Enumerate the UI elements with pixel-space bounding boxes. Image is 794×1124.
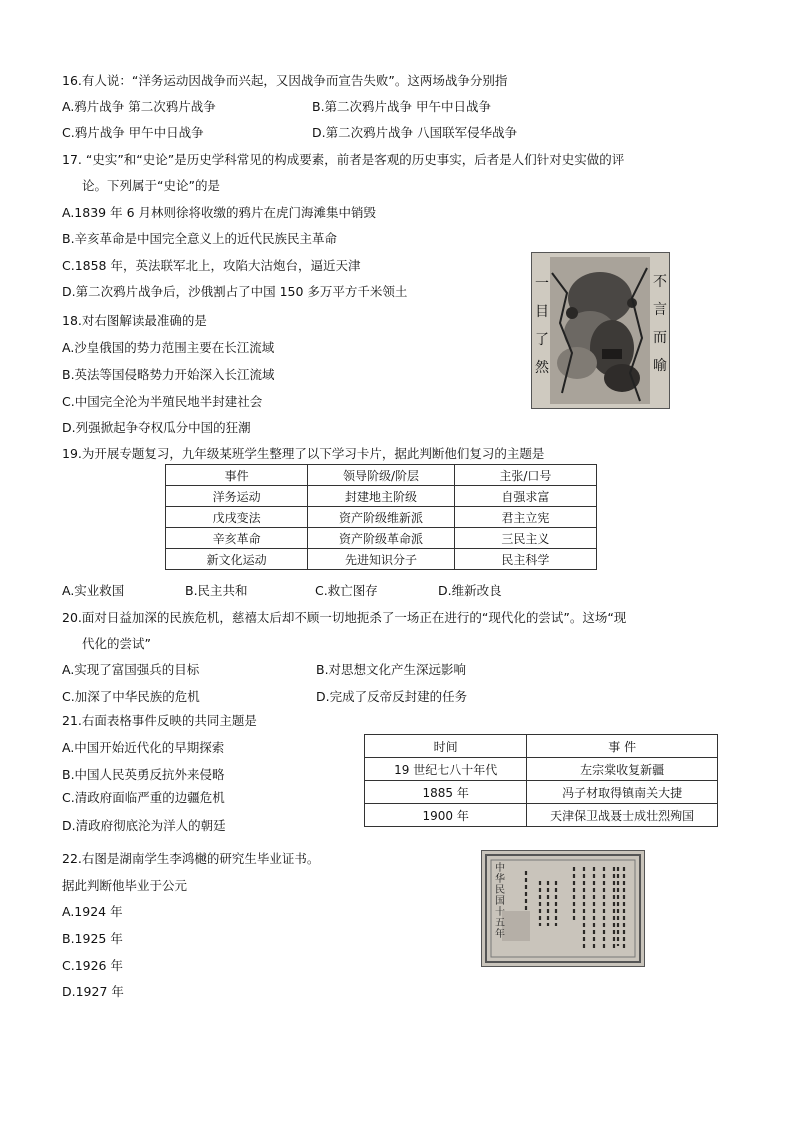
cartoon-caption-left-4: 然 [535, 360, 549, 376]
q19-option-c: C.救亡图存 [315, 583, 378, 598]
table-cell: 新文化运动 [166, 549, 308, 570]
q18-option-a: A.沙皇俄国的势力范围主要在长江流域 [62, 340, 275, 355]
cartoon-caption-left-1: 一 [535, 276, 549, 292]
q17-option-a: A.1839 年 6 月林则徐将收缴的鸦片在虎门海滩集中销毁 [62, 205, 376, 220]
q22-option-d: D.1927 年 [62, 984, 124, 999]
table-row [166, 507, 597, 528]
table-row [365, 804, 718, 827]
cartoon-caption-right-1: 不 [653, 274, 667, 290]
certificate-drawing [482, 851, 644, 966]
certificate-date-text: 中华民国十五年 [495, 863, 505, 940]
q21-option-a: A.中国开始近代化的早期探索 [62, 740, 225, 755]
q18-option-b: B.英法等国侵略势力开始深入长江流域 [62, 367, 275, 382]
table-row [365, 758, 718, 781]
q21-option-d: D.清政府彻底沦为洋人的朝廷 [62, 818, 226, 833]
q20-option-c: C.加深了中华民族的危机 [62, 689, 200, 704]
q17-option-c: C.1858 年，英法联军北上，攻陷大沽炮台，逼近天津 [62, 258, 361, 273]
q21-option-b: B.中国人民英勇反抗外来侵略 [62, 767, 225, 782]
q16-option-a: A.鸦片战争 第二次鸦片战争 [62, 99, 216, 114]
table-cell: 三民主义 [454, 528, 596, 549]
q21-option-c: C.清政府面临严重的边疆危机 [62, 790, 225, 805]
table-cell: 君主立宪 [454, 507, 596, 528]
table-cell: 天津保卫战聂士成壮烈殉国 [527, 804, 718, 827]
q18-stem: 18.对右图解读最准确的是 [62, 313, 207, 328]
table-cell: 左宗棠收复新疆 [527, 758, 718, 781]
q20-stem-line2: 代化的尝试” [82, 636, 151, 651]
q19-header-slogan: 主张/口号 [454, 465, 596, 486]
q17-option-d: D.第二次鸦片战争后，沙俄割占了中国 150 多万平方千米领土 [62, 284, 408, 299]
q17-stem-line1: 17. “史实”和“史论”是历史学科常见的构成要素，前者是客观的历史事实，后者是人们针对史实做的评 [62, 152, 625, 167]
cartoon-caption-right-2: 言 [653, 302, 667, 318]
table-cell: 1885 年 [365, 781, 527, 804]
q20-option-b: B.对思想文化产生深远影响 [316, 662, 467, 677]
table-cell: 辛亥革命 [166, 528, 308, 549]
q19-header-event: 事件 [166, 465, 308, 486]
q21-stem: 21.右面表格事件反映的共同主题是 [62, 713, 257, 728]
q22-option-a: A.1924 年 [62, 904, 123, 919]
certificate-picture [481, 850, 645, 967]
q19-option-a: A.实业救国 [62, 583, 125, 598]
table-cell: 1900 年 [365, 804, 527, 827]
cartoon-drawing [532, 253, 669, 408]
q17-stem-line2: 论。下列属于“史论”的是 [82, 178, 220, 193]
q19-stem: 19.为开展专题复习，九年级某班学生整理了以下学习卡片，据此判断他们复习的主题是 [62, 446, 545, 461]
table-cell: 民主科学 [454, 549, 596, 570]
q22-option-c: C.1926 年 [62, 958, 123, 973]
cartoon-caption-right-3: 而 [653, 330, 667, 346]
q22-stem-line2: 据此判断他毕业于公元 [62, 878, 188, 893]
q16-option-b: B.第二次鸦片战争 甲午中日战争 [312, 99, 492, 114]
q21-header-event: 事 件 [527, 735, 718, 758]
q17-option-b: B.辛亥革命是中国完全意义上的近代民族民主革命 [62, 231, 338, 246]
q19-header-class: 领导阶级/阶层 [308, 465, 455, 486]
table-cell: 资产阶级维新派 [308, 507, 455, 528]
q21-header-time: 时间 [365, 735, 527, 758]
q18-option-d: D.列强掀起争夺权瓜分中国的狂潮 [62, 420, 251, 435]
cartoon-caption-left-2: 目 [535, 304, 549, 320]
q20-option-a: A.实现了富国强兵的目标 [62, 662, 200, 677]
q21-events-table [364, 734, 718, 827]
q19-option-d: D.维新改良 [438, 583, 502, 598]
table-row [166, 528, 597, 549]
table-row [166, 549, 597, 570]
q16-stem: 16.有人说：“洋务运动因战争而兴起，又因战争而宣告失败”。这两场战争分别指 [62, 73, 508, 88]
table-cell: 先进知识分子 [308, 549, 455, 570]
q19-option-b: B.民主共和 [185, 583, 248, 598]
cartoon-picture [531, 252, 670, 409]
cartoon-caption-right-4: 喻 [653, 358, 667, 374]
q16-option-c: C.鸦片战争 甲午中日战争 [62, 125, 204, 140]
q20-stem-line1: 20.面对日益加深的民族危机，慈禧太后却不顾一切地扼杀了一场正在进行的“现代化的尝试”。这场“现 [62, 610, 627, 625]
table-cell: 戊戌变法 [166, 507, 308, 528]
table-cell: 冯子材取得镇南关大捷 [527, 781, 718, 804]
q18-option-c: C.中国完全沦为半殖民地半封建社会 [62, 394, 263, 409]
q19-study-card-table [165, 464, 597, 570]
table-cell: 自强求富 [454, 486, 596, 507]
table-row [166, 486, 597, 507]
cartoon-caption-left-3: 了 [535, 332, 549, 348]
table-cell: 资产阶级革命派 [308, 528, 455, 549]
table-cell: 洋务运动 [166, 486, 308, 507]
table-cell: 封建地主阶级 [308, 486, 455, 507]
q22-option-b: B.1925 年 [62, 931, 123, 946]
q20-option-d: D.完成了反帝反封建的任务 [316, 689, 468, 704]
table-cell: 19 世纪七八十年代 [365, 758, 527, 781]
table-row [365, 781, 718, 804]
q22-stem-line1: 22.右图是湖南学生李鸿樾的研究生毕业证书。 [62, 851, 320, 866]
q16-option-d: D.第二次鸦片战争 八国联军侵华战争 [312, 125, 518, 140]
